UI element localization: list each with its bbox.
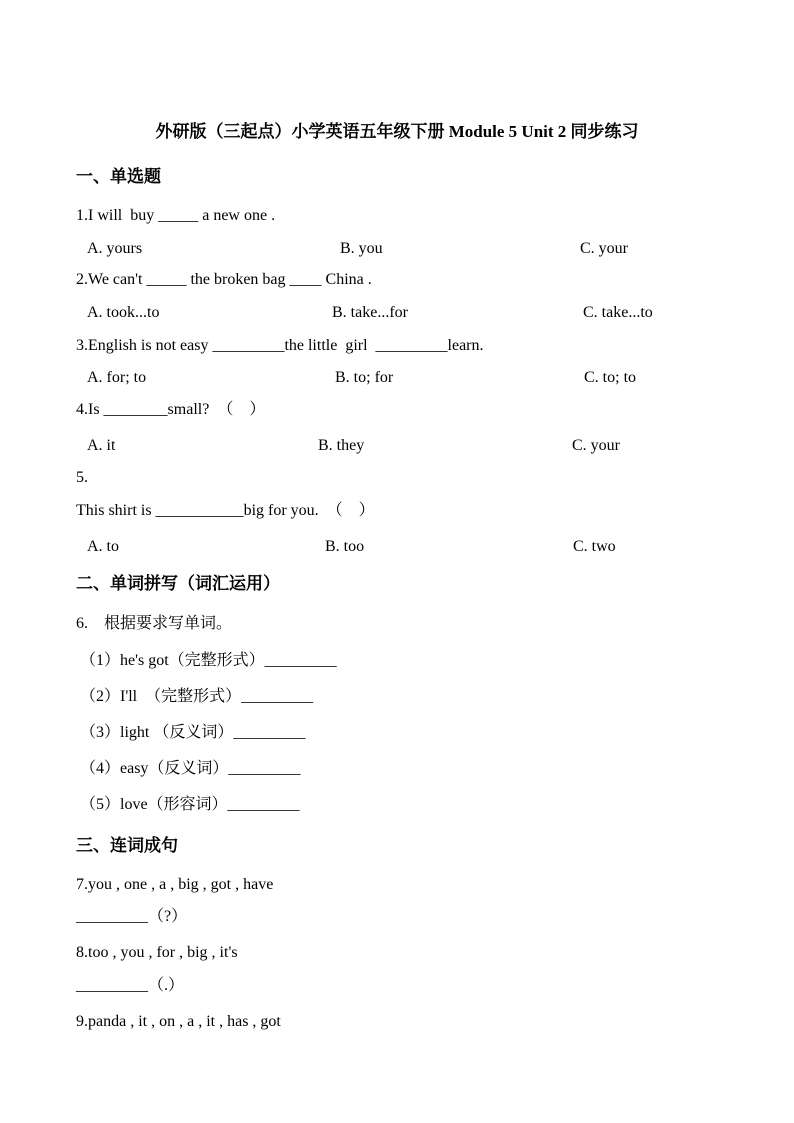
question-6-item: （3）light （反义词）_________ [80, 724, 306, 741]
question-5-number: 5. [76, 469, 88, 486]
section-heading-spelling: 二、单词拼写（词汇运用） [76, 574, 280, 593]
question-2-option-b: B. take...for [332, 304, 408, 321]
question-6-item: （4）easy（反义词）_________ [80, 760, 301, 777]
question-4-option-c: C. your [572, 437, 620, 454]
question-9-stem: 9.panda , it , on , a , it , has , got [76, 1013, 281, 1030]
question-5-stem: This shirt is ___________big for you. （ ） [76, 502, 375, 519]
question-3-option-a: A. for; to [87, 369, 147, 386]
question-7-answer-line: _________（?） [76, 908, 188, 925]
page-title: 外研版（三起点）小学英语五年级下册 Module 5 Unit 2 同步练习 [155, 122, 639, 141]
question-1-option-c: C. your [580, 240, 628, 257]
question-3-stem: 3.English is not easy _________the little girl _________learn. [76, 337, 484, 354]
question-3-option-c: C. to; to [584, 369, 637, 386]
question-2-option-a: A. took...to [87, 304, 160, 321]
question-6-item: （5）love（形容词）_________ [80, 796, 300, 813]
question-6-item: （2）I'll （完整形式）_________ [80, 688, 314, 705]
question-4-stem: 4.Is ________small? （ ） [76, 401, 266, 418]
question-4-option-b: B. they [318, 437, 365, 454]
question-1-option-b: B. you [340, 240, 383, 257]
question-2-stem: 2.We can't _____ the broken bag ____ China . [76, 271, 372, 288]
section-heading-single-choice: 一、单选题 [76, 167, 161, 186]
question-2-option-c: C. take...to [583, 304, 653, 321]
question-5-option-b: B. too [325, 538, 365, 555]
question-3-option-b: B. to; for [335, 369, 394, 386]
question-4-option-a: A. it [87, 437, 116, 454]
section-heading-sentence-building: 三、连词成句 [76, 836, 178, 855]
question-7-stem: 7.you , one , a , big , got , have [76, 876, 274, 893]
question-1-option-a: A. yours [87, 240, 143, 257]
question-1-stem: 1.I will buy _____ a new one . [76, 207, 276, 224]
question-6-stem: 6. 根据要求写单词。 [76, 615, 233, 632]
question-5-option-c: C. two [573, 538, 616, 555]
question-8-answer-line: _________（.） [76, 977, 185, 994]
question-6-item: （1）he's got（完整形式）_________ [80, 652, 337, 669]
question-5-option-a: A. to [87, 538, 119, 555]
question-8-stem: 8.too , you , for , big , it's [76, 944, 238, 961]
